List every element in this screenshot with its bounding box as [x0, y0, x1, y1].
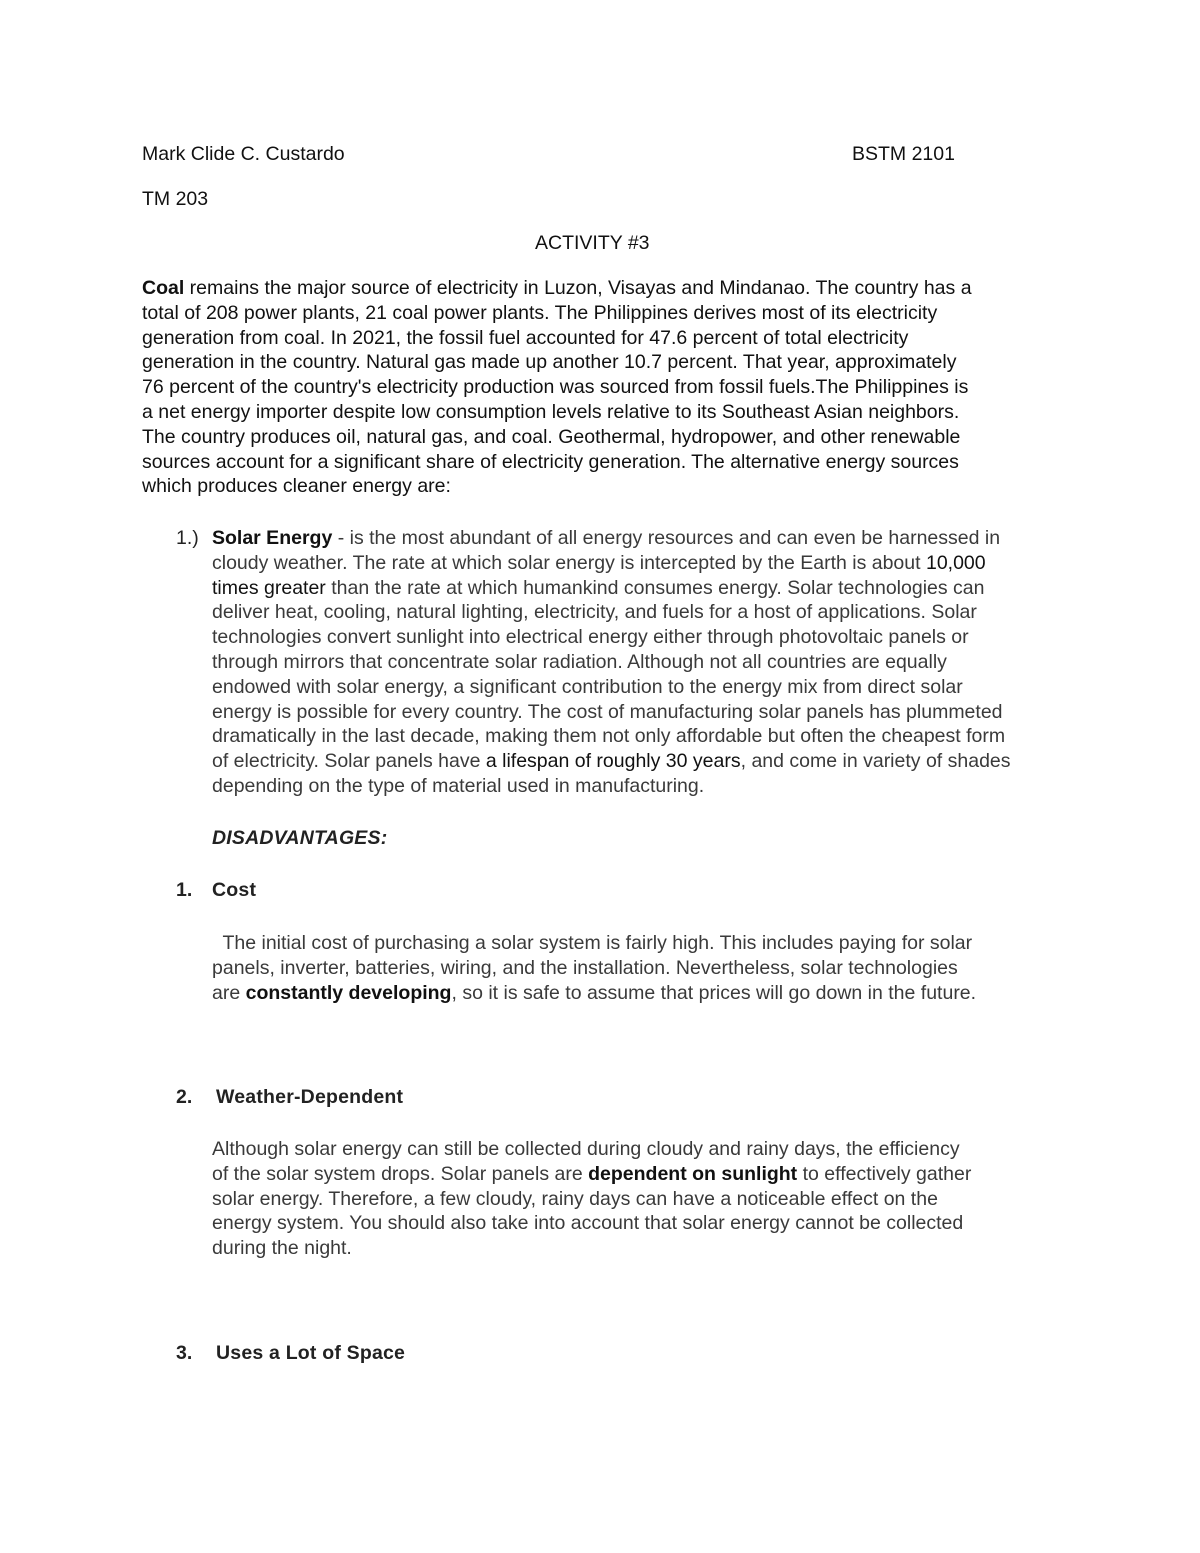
weather-line: [212, 1162, 971, 1187]
intro-line: total of 208 power plants, 21 coal power plants. The Philippines derives most of its electricity: [142, 301, 938, 324]
intro-line: which produces cleaner energy are:: [142, 475, 451, 498]
cost-line: panels, inverter, batteries, wiring, and the installation. Nevertheless, solar technologies: [212, 956, 958, 979]
intro-line: [142, 276, 972, 301]
weather-number: 2.: [176, 1086, 193, 1108]
space-title: Uses a Lot of Space: [216, 1342, 406, 1364]
coal-term: Coal: [142, 277, 185, 299]
solar-highlight: times greater: [212, 576, 326, 599]
intro-line: sources account for a significant share of electricity generation. The alternative energy sources: [142, 450, 959, 473]
intro-line: generation in the country. Natural gas made up another 10.7 percent. That year, approximately: [142, 351, 957, 374]
activity-title: ACTIVITY #3: [535, 232, 650, 254]
cost-paragraph: [212, 931, 976, 1005]
solar-line: [212, 749, 1011, 774]
solar-text: than the rate at which humankind consumes energy. Solar technologies can: [325, 576, 985, 599]
weather-title: Weather-Dependent: [216, 1086, 404, 1108]
intro-line: 76 percent of the country's electricity production was sourced from fossil fuels.The Philippines is: [142, 376, 969, 399]
solar-text: cloudy weather. The rate at which solar energy is intercepted by the Earth is about: [212, 551, 926, 574]
intro-line: generation from coal. In 2021, the fossil fuel accounted for 47.6 percent of total electricity: [142, 326, 909, 349]
intro-text: remains the major source of electricity in Luzon, Visayas and Mindanao. The country has a: [184, 277, 972, 299]
weather-line: solar energy. Therefore, a few cloudy, rainy days can have a noticeable effect on the: [212, 1187, 938, 1210]
solar-highlight: a lifespan of roughly 30 years: [485, 750, 741, 773]
cost-number: 1.: [176, 879, 193, 901]
course-code: TM 203: [142, 188, 209, 210]
weather-highlight: dependent on sunlight: [588, 1162, 798, 1185]
solar-line: [212, 551, 1011, 576]
solar-line: [212, 576, 1011, 601]
solar-line: endowed with solar energy, a significant contribution to the energy mix from direct solar: [212, 675, 963, 698]
solar-term: Solar Energy: [212, 527, 333, 549]
weather-line: Although solar energy can still be collected during cloudy and rainy days, the efficiency: [212, 1138, 960, 1160]
solar-line: technologies convert sunlight into electrical energy either through photovoltaic panels or: [212, 626, 969, 649]
cost-text: are: [212, 981, 246, 1004]
cost-title: Cost: [212, 879, 257, 901]
solar-line: deliver heat, cooling, natural lighting, electricity, and fuels for a host of applications. Solar: [212, 601, 977, 624]
weather-text: to effectively gather: [797, 1162, 972, 1185]
disadvantages-heading: DISADVANTAGES:: [212, 827, 388, 849]
list-marker: 1.): [176, 527, 199, 549]
intro-paragraph: [142, 276, 972, 499]
cost-text: , so it is safe to assume that prices will go down in the future.: [451, 981, 977, 1004]
space-number: 3.: [176, 1342, 193, 1364]
solar-line: dramatically in the last decade, making them not only affordable but often the cheapest form: [212, 725, 1006, 748]
class-section: BSTM 2101: [852, 143, 955, 165]
weather-text: of the solar system drops. Solar panels are: [212, 1162, 589, 1185]
cost-highlight: constantly developing: [245, 981, 452, 1004]
solar-text: - is the most abundant of all energy resources and can even be harnessed in: [332, 527, 1001, 549]
solar-energy-paragraph: [212, 526, 1011, 799]
solar-line: energy is possible for every country. The cost of manufacturing solar panels has plummeted: [212, 700, 1003, 723]
weather-line: energy system. You should also take into account that solar energy cannot be collected: [212, 1212, 964, 1235]
solar-text: , and come in variety of shades: [740, 750, 1011, 773]
solar-text: of electricity. Solar panels have: [212, 750, 486, 773]
solar-line: [212, 526, 1011, 551]
weather-line: during the night.: [212, 1237, 352, 1260]
weather-paragraph: [212, 1137, 971, 1261]
intro-line: The country produces oil, natural gas, and coal. Geothermal, hydropower, and other renewable: [142, 425, 961, 448]
solar-highlight: 10,000: [925, 551, 986, 574]
cost-line: [212, 981, 976, 1006]
intro-line: a net energy importer despite low consumption levels relative to its Southeast Asian neighbors.: [142, 400, 960, 423]
solar-line: depending on the type of material used in manufacturing.: [212, 774, 705, 797]
student-name: Mark Clide C. Custardo: [142, 143, 345, 165]
solar-line: through mirrors that concentrate solar radiation. Although not all countries are equally: [212, 650, 947, 673]
cost-line: The initial cost of purchasing a solar system is fairly high. This includes paying for solar: [212, 932, 973, 954]
